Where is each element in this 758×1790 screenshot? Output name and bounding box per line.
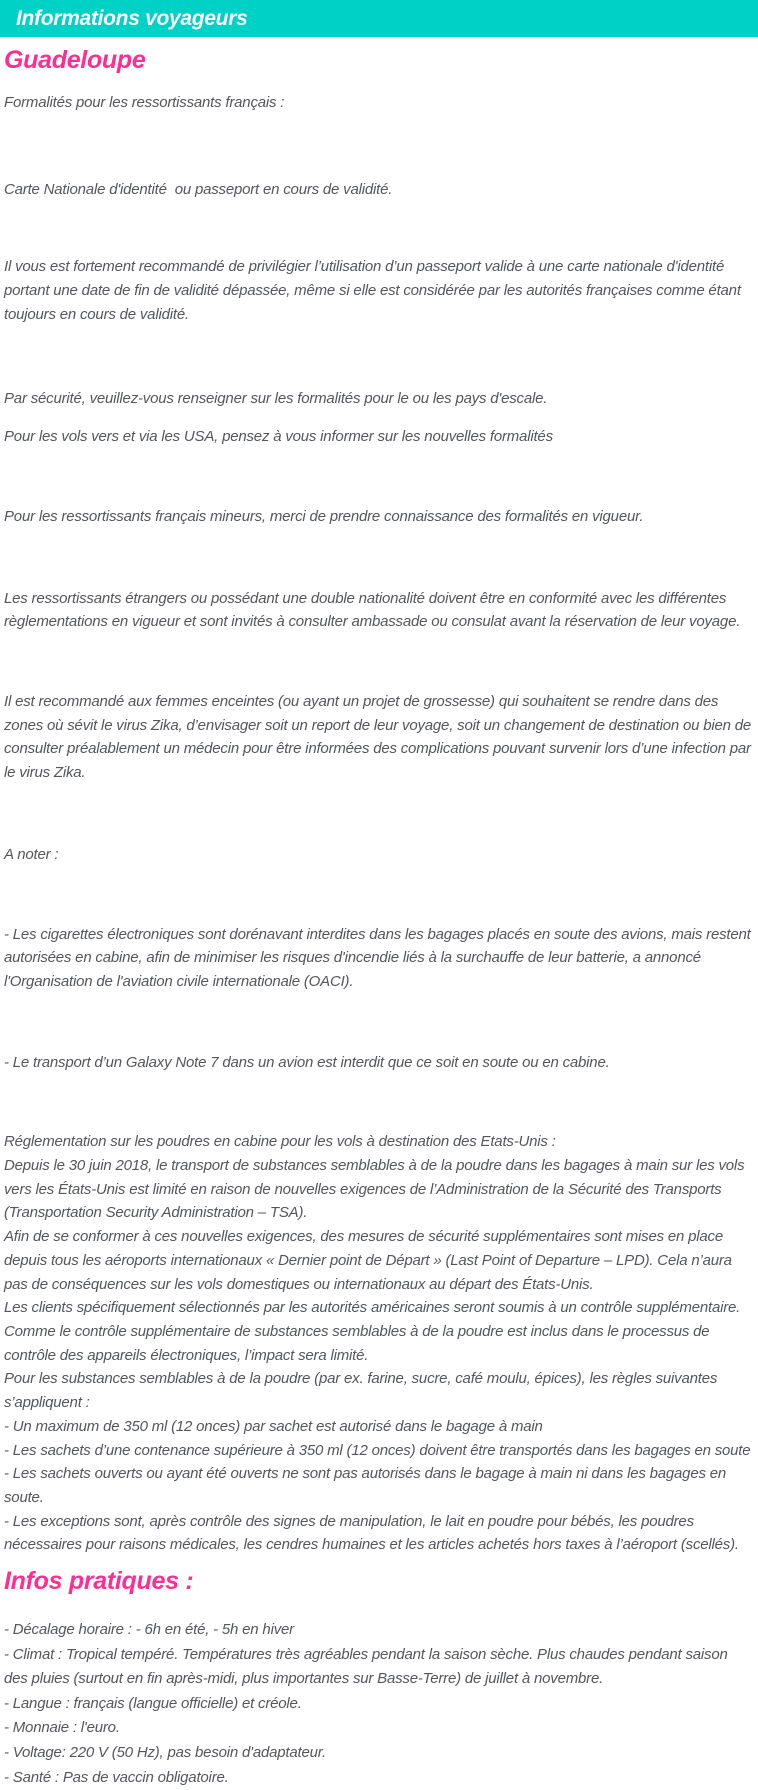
section-header-bar	[0, 0, 758, 37]
text-line: - Langue : français (langue officielle) et créole.	[4, 1694, 302, 1712]
text-line: - Les sachets d’une contenance supérieure à 350 ml (12 onces) doivent être transportés dans les bagages en soute	[4, 1441, 751, 1459]
text-line: Les clients spécifiquement sélectionnés par les autorités américaines seront soumis à un contrôle supplémentaire.	[4, 1299, 741, 1317]
content-area	[0, 44, 758, 1790]
text-line: Comme le contrôle supplémentaire de substances semblables à de la poudre est inclus dans le processus de contrôle des appareils électroniques, l’impact sera limité.	[4, 1322, 714, 1364]
text-line: - Voltage: 220 V (50 Hz), pas besoin d'adaptateur.	[4, 1743, 326, 1761]
text-line: - Les sachets ouverts ou ayant été ouverts ne sont pas autorisés dans le bagage à main ni dans les bagages en soute.	[4, 1465, 730, 1506]
paragraph-galaxy-note-7: - Le transport d’un Galaxy Note 7 dans un avion est interdit que ce soit en soute ou en cabine.	[4, 1053, 610, 1071]
infos-pratiques-list	[4, 1618, 754, 1790]
paragraph-vols-usa: Pour les vols vers et via les USA, pensez à vous informer sur les nouvelles formalités	[4, 428, 553, 446]
text-line: - Climat : Tropical tempéré. Températures très agréables pendant la saison sèche. Plus chaudes pendant saison des pluies (surtout en fin après-midi, plus importantes sur Basse-Terre) de juillet à novembre.	[4, 1645, 732, 1688]
paragraph-ressortissants-etrangers: Les ressortissants étrangers ou possédant une double nationalité doivent être en conformité avec les différentes règlementations en vigueur et sont invités à consulter ambassade ou consulat avant la réservation de leur voyage.	[4, 589, 741, 631]
paragraph-reglementation-poudres	[4, 1130, 754, 1557]
paragraph-virus-zika: Il est recommandé aux femmes enceintes (ou ayant un projet de grossesse) qui souhaitent se rendre dans des zones où sévit le virus Zika, d’envisager soit un report de leur voyage, soit un changement de destination ou bien de consulter préalablement un médecin pour être informées des complications pouvant survenir lors d’une infection par le virus Zika.	[4, 693, 756, 782]
text-line: Depuis le 30 juin 2018, le transport de substances semblables à de la poudre dans les bagages à main sur les vols vers les États-Unis est limité en raison de nouvelles exigences de l’Administration de la Sécurité des Transports (Transportation Security Administration – TSA).	[4, 1157, 749, 1222]
paragraph-formalites-intro: Formalités pour les ressortissants français :	[4, 94, 285, 111]
paragraph-mineurs: Pour les ressortissants français mineurs, merci de prendre connaissance des formalités en vigueur.	[4, 507, 644, 525]
paragraph-cigarettes-electroniques: - Les cigarettes électroniques sont dorénavant interdites dans les bagages placés en soute des avions, mais restent autorisées en cabine, afin de minimiser les risques d'incendie liés à la surchauffe de leur batterie, a annoncé l'Organisation de l'aviation civile internationale (OACI).	[4, 925, 755, 990]
text-line: - Les exceptions sont, après contrôle des signes de manipulation, le lait en poudre pour bébés, les poudres nécessaires pour raisons médicales, les cendres humaines et les articles achetés hors taxes à l’aéroport (scellés).	[4, 1512, 739, 1554]
text-line: Pour les substances semblables à de la poudre (par ex. farine, sucre, café moulu, épices), les règles suivantes s’appliquent :	[4, 1370, 722, 1412]
paragraph-a-noter-label: A noter :	[4, 845, 59, 863]
destination-title: Guadeloupe	[4, 46, 146, 74]
text-line: - Santé : Pas de vaccin obligatoire.	[4, 1768, 229, 1786]
text-line: - Monnaie : l'euro.	[4, 1719, 120, 1737]
text-line: - Décalage horaire : - 6h en été, - 5h en hiver	[4, 1621, 294, 1639]
infos-pratiques-title: Infos pratiques :	[4, 1567, 194, 1596]
text-line: Afin de se conformer à ces nouvelles exigences, des mesures de sécurité supplémentaires sont mises en place depuis tous les aéroports internationaux « Dernier point de Départ » (Last Point of Departure – LPD). Cela n’aura pas de conséquences sur les vols domestiques ou internationaux au départ des États-Unis.	[4, 1228, 736, 1293]
paragraph-pays-escale: Par sécurité, veuillez-vous renseigner sur les formalités pour le ou les pays d'escale.	[4, 389, 548, 407]
text-line: Réglementation sur les poudres en cabine pour les vols à destination des Etats-Unis :	[4, 1133, 556, 1151]
text-line: - Un maximum de 350 ml (12 onces) par sachet est autorisé dans le bagage à main	[4, 1417, 543, 1435]
section-header-title: Informations voyageurs	[16, 7, 248, 30]
paragraph-carte-identite: Carte Nationale d'identité ou passeport en cours de validité.	[4, 180, 393, 198]
paragraph-passeport-recommande: Il vous est fortement recommandé de privilégier l’utilisation d’un passeport valide à une carte nationale d'identité portant une date de fin de validité dépassée, même si elle est considérée par les autorités françaises comme étant toujours en cours de validité.	[4, 258, 745, 323]
